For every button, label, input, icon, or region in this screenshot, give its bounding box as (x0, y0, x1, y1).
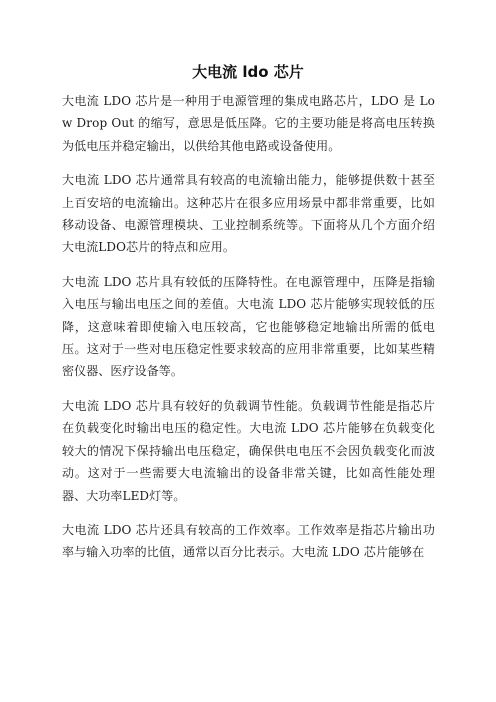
paragraph: 大电流 LDO 芯片是一种用于电源管理的集成电路芯片，LDO 是 Low Drop Out 的缩写，意思是低压降。它的主要功能是将高电压转换为低电压并稳定输出，以供给其他电路或设备使用。 (62, 94, 435, 153)
paragraph: 大电流 LDO 芯片还具有较高的工作效率。工作效率是指芯片输出功率与输入功率的比值，通常以百分比表示。大电流 LDO 芯片能够在 (62, 522, 435, 560)
paragraph: 大电流 LDO 芯片具有较低的压降特性。在电源管理中，压降是指输入电压与输出电压之间的差值。大电流 LDO 芯片能够实现较低的压降，这意味着即使输入电压较高，它也能够稳定地输出所需的低电压。这对于一些对电压稳定性要求较高的应用非常重要，比如某些精密仪器、医疗设备等。 (62, 274, 435, 379)
paragraph: 大电流 LDO 芯片通常具有较高的电流输出能力，能够提供数十甚至上百安培的电流输出。这种芯片在很多应用场景中都非常重要，比如移动设备、电源管理模块、工业控制系统等。下面将从几个方面介绍大电流LDO芯片的特点和应用。 (62, 173, 435, 255)
document-body (62, 90, 435, 576)
paragraph: 大电流 LDO 芯片具有较好的负载调节性能。负载调节性能是指芯片在负载变化时输出电压的稳定性。大电流 LDO 芯片能够在负载变化较大的情况下保持输出电压稳定，确保供电电压不会因负载变化而波动。这对于一些需要大电流输出的设备非常关键，比如高性能处理器、大功率LED灯等。 (62, 398, 435, 503)
document-title: 大电流 ldo 芯片 (192, 63, 304, 81)
